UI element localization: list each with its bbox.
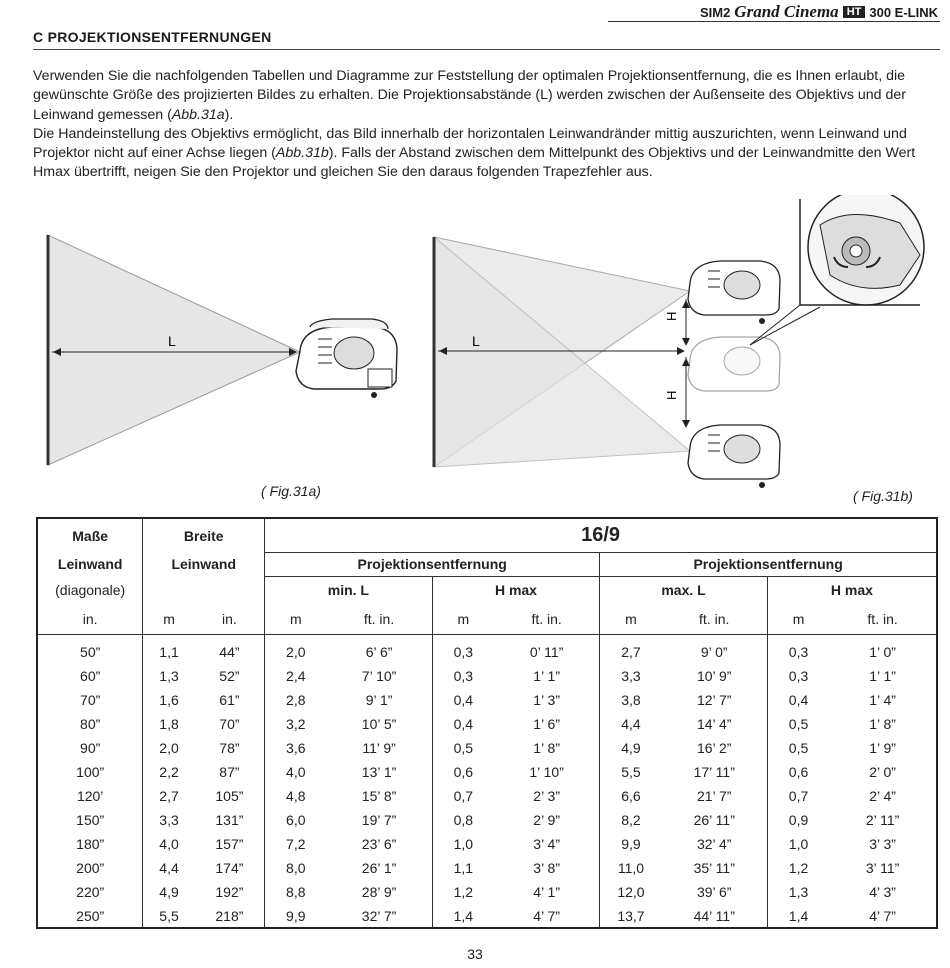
table-row (37, 784, 937, 808)
cell-hmax2-m: 0,7 (788, 788, 809, 804)
cell-max-l-ft-in: 44’ 11” (662, 904, 768, 928)
projection-distance-table (36, 517, 938, 929)
cell-max-l-ft-in: 17’ 11” (662, 760, 768, 784)
cell-min-l-m: 9,9 (265, 904, 327, 928)
cell-hmax1-m: 1,2 (453, 884, 474, 900)
cell-max-l-m: 4,9 (621, 740, 641, 756)
table-row (37, 808, 937, 832)
fig-ref-31a: Abb.31a (171, 106, 225, 123)
projector-top-icon (688, 261, 780, 324)
cell-diagonal-in: 80” (37, 712, 143, 736)
projector-middle-icon (688, 337, 780, 391)
fig-b-label-L: L (472, 333, 480, 349)
lens-shift-knob-inset-icon (808, 195, 924, 305)
aspect-ratio-title: 16/9 (265, 518, 937, 552)
cell-min-l-ft-in: 11’ 9” (326, 736, 432, 760)
cell-hmax1-ft-in: 4’ 7” (494, 904, 600, 928)
cell-max-l-m: 4,4 (621, 716, 641, 732)
cell-min-l-ft-in: 13’ 1” (326, 760, 432, 784)
cell-hmax1-ft-in: 1’ 10” (494, 760, 600, 784)
intro-text (33, 67, 939, 183)
unit-m: m (600, 604, 662, 634)
cell-hmax2-m: 1,3 (788, 884, 809, 900)
cell-max-l-m: 8,2 (621, 812, 641, 828)
cell-width-m: 1,6 (159, 692, 179, 708)
caption-fig-31a: ( Fig.31a) (261, 483, 321, 499)
cell-width-in: 192” (195, 880, 265, 904)
cell-hmax2-ft-in: 1’ 9” (829, 736, 937, 760)
table-row (37, 736, 937, 760)
cell-width-m: 4,9 (159, 884, 179, 900)
cell-hmax1-m: 1,0 (453, 836, 474, 852)
cell-width-m: 4,0 (159, 836, 179, 852)
cell-hmax2-m: 0,3 (788, 644, 809, 661)
projector-bottom-icon (688, 425, 780, 488)
section-title: C PROJEKTIONSENTFERNUNGEN (33, 29, 272, 45)
cell-diagonal-in: 120’ (37, 784, 143, 808)
col-header-masse: Maße (37, 518, 143, 552)
cell-min-l-ft-in: 28’ 9” (326, 880, 432, 904)
cell-diagonal-in: 100” (37, 760, 143, 784)
cell-hmax2-ft-in: 1’ 8” (829, 712, 937, 736)
cell-hmax2-m: 0,6 (788, 764, 809, 780)
cell-diagonal-in: 50” (37, 634, 143, 664)
cell-hmax1-ft-in: 4’ 1” (494, 880, 600, 904)
unit-in: in. (37, 604, 143, 634)
cell-max-l-m: 2,7 (621, 644, 641, 661)
cell-max-l-m: 5,5 (621, 764, 641, 780)
cell-hmax1-m: 0,3 (453, 668, 474, 684)
cell-width-m: 4,4 (159, 860, 179, 876)
cell-hmax1-m: 0,4 (453, 692, 474, 708)
cell-hmax2-ft-in: 4’ 7” (829, 904, 937, 928)
table-row (37, 712, 937, 736)
cell-hmax1-ft-in: 1’ 6” (494, 712, 600, 736)
cell-width-in: 157” (195, 832, 265, 856)
unit-in: in. (195, 604, 265, 634)
cell-hmax1-m: 0,8 (453, 812, 474, 828)
cell-max-l-m: 3,8 (621, 692, 641, 708)
cell-hmax2-m: 0,5 (788, 740, 809, 756)
fig-b-label-H-top: H (664, 311, 679, 321)
cell-min-l-m: 8,8 (286, 884, 306, 900)
col-header-leinwand-2: Leinwand (143, 552, 265, 576)
unit-ft-in: ft. in. (829, 604, 937, 634)
cell-width-m: 3,3 (159, 812, 179, 828)
table-row (37, 634, 937, 664)
cell-min-l-ft-in: 6’ 6” (326, 634, 432, 664)
cell-max-l-ft-in: 35’ 11” (662, 856, 768, 880)
figure-31b (420, 195, 940, 495)
table-header (37, 518, 937, 634)
unit-m: m (265, 604, 327, 634)
cell-hmax1-ft-in: 3’ 4” (494, 832, 600, 856)
col-header-leinwand-1: Leinwand (37, 552, 143, 576)
cell-hmax2-m: 1,2 (788, 860, 809, 876)
cell-diagonal-in: 60” (37, 664, 143, 688)
col-header-diagonale: (diagonale) (37, 576, 143, 604)
cell-hmax2-ft-in: 2’ 4” (829, 784, 937, 808)
cell-min-l-m: 8,0 (286, 860, 306, 876)
cell-min-l-m: 3,6 (286, 740, 306, 756)
cell-min-l-m: 2,4 (286, 668, 306, 684)
title-rule (33, 49, 940, 50)
cell-min-l-ft-in: 26’ 1” (326, 856, 432, 880)
cell-hmax2-m: 0,4 (788, 692, 809, 708)
cell-hmax2-m: 0,9 (788, 812, 809, 828)
cell-max-l-ft-in: 26’ 11” (662, 808, 768, 832)
cell-max-l-m: 12,0 (617, 884, 645, 900)
cell-max-l-ft-in: 9’ 0” (662, 634, 768, 664)
brand-sim: SIM2 (699, 4, 731, 20)
cell-hmax1-m: 0,6 (453, 764, 474, 780)
table-row (37, 880, 937, 904)
cell-hmax1-ft-in: 2’ 3” (494, 784, 600, 808)
cell-diagonal-in: 150” (37, 808, 143, 832)
cell-width-in: 78” (195, 736, 265, 760)
brand-ht-badge: HT (843, 6, 866, 18)
header-rule (608, 21, 940, 22)
cell-hmax1-m: 0,4 (453, 716, 474, 732)
cell-hmax2-ft-in: 1’ 1” (829, 664, 937, 688)
fig-a-label-L: L (168, 333, 176, 349)
cell-hmax2-m: 1,0 (788, 836, 809, 852)
col-header-projektionsentfernung-2: Projektionsentfernung (600, 552, 937, 576)
cell-max-l-m: 11,0 (617, 860, 645, 876)
intro-paragraph-1: Verwenden Sie die nachfolgenden Tabellen und Diagramme zur Feststellung der optimalen Projektionsentfernung, die es Ihnen erlaubt, die gewünschte Größe des projizierten Bildes zu erhalten. Die Projektionsabstände (L) werden zwischen der Außenseite des Objektivs und der Leinwand gemessen (Abb.31a). (33, 68, 906, 123)
cell-width-m: 5,5 (143, 904, 195, 928)
cell-width-m: 2,7 (159, 788, 179, 804)
cell-min-l-ft-in: 32’ 7” (326, 904, 432, 928)
cell-max-l-ft-in: 14’ 4” (662, 712, 768, 736)
unit-ft-in: ft. in. (494, 604, 600, 634)
cell-hmax2-ft-in: 3’ 11” (829, 856, 937, 880)
cell-hmax1-ft-in: 1’ 1” (494, 664, 600, 688)
cell-hmax2-ft-in: 1’ 0” (829, 634, 937, 664)
cell-diagonal-in: 200” (37, 856, 143, 880)
table-row (37, 760, 937, 784)
cell-diagonal-in: 250” (37, 904, 143, 928)
cell-width-in: 87” (195, 760, 265, 784)
unit-ft-in: ft. in. (662, 604, 768, 634)
cell-hmax1-ft-in: 0’ 11” (494, 634, 600, 664)
cell-max-l-ft-in: 21’ 7” (662, 784, 768, 808)
cell-hmax2-ft-in: 4’ 3” (829, 880, 937, 904)
cell-max-l-m: 13,7 (600, 904, 662, 928)
cell-hmax2-ft-in: 2’ 0” (829, 760, 937, 784)
table-row (37, 856, 937, 880)
cell-hmax1-m: 0,3 (453, 644, 474, 661)
col-header-max-l: max. L (600, 576, 768, 604)
cell-hmax1-ft-in: 1’ 8” (494, 736, 600, 760)
col-header-breite: Breite (143, 518, 265, 552)
cell-min-l-m: 6,0 (286, 812, 306, 828)
unit-m: m (143, 604, 195, 634)
cell-hmax2-m: 0,3 (788, 668, 809, 684)
cell-hmax1-ft-in: 2’ 9” (494, 808, 600, 832)
cell-min-l-ft-in: 15’ 8” (326, 784, 432, 808)
cell-width-m: 1,8 (159, 716, 179, 732)
cell-hmax1-m: 1,4 (432, 904, 494, 928)
cell-hmax1-m: 0,7 (453, 788, 474, 804)
cell-width-in: 218” (195, 904, 265, 928)
cell-min-l-m: 3,2 (286, 716, 306, 732)
cell-width-m: 2,2 (159, 764, 179, 780)
fig-ref-31b: Abb.31b (275, 145, 329, 162)
model-name: 300 E-LINK (869, 4, 938, 20)
cell-max-l-m: 3,3 (621, 668, 641, 684)
cell-hmax2-m: 1,4 (767, 904, 829, 928)
cell-hmax1-m: 0,5 (453, 740, 474, 756)
table-row (37, 904, 937, 928)
cell-max-l-ft-in: 32’ 4” (662, 832, 768, 856)
cell-width-in: 105” (195, 784, 265, 808)
cell-width-in: 52” (195, 664, 265, 688)
cell-max-l-ft-in: 16’ 2” (662, 736, 768, 760)
cell-min-l-m: 4,0 (286, 764, 306, 780)
cell-max-l-ft-in: 12’ 7” (662, 688, 768, 712)
cell-hmax1-ft-in: 3’ 8” (494, 856, 600, 880)
cell-width-m: 1,1 (159, 644, 179, 661)
page-number: 33 (467, 946, 483, 962)
cell-hmax1-m: 1,1 (453, 860, 474, 876)
cell-min-l-ft-in: 10’ 5” (326, 712, 432, 736)
cell-width-in: 174” (195, 856, 265, 880)
cell-min-l-m: 2,0 (286, 644, 306, 661)
col-header-hmax-2: H max (767, 576, 937, 604)
cell-width-in: 131” (195, 808, 265, 832)
cell-width-m: 1,3 (159, 668, 179, 684)
brand-header (700, 2, 938, 22)
fig-b-label-H-bottom: H (664, 390, 679, 400)
cell-min-l-m: 7,2 (286, 836, 306, 852)
unit-m: m (432, 604, 494, 634)
table-row (37, 832, 937, 856)
cell-min-l-ft-in: 7’ 10” (326, 664, 432, 688)
col-header-hmax-1: H max (432, 576, 600, 604)
caption-fig-31b: ( Fig.31b) (853, 488, 913, 504)
cell-hmax2-ft-in: 3’ 3” (829, 832, 937, 856)
cell-min-l-m: 4,8 (286, 788, 306, 804)
cell-width-in: 44” (195, 634, 265, 664)
projector-icon (296, 319, 397, 398)
figure-31a (0, 225, 420, 475)
cell-diagonal-in: 220” (37, 880, 143, 904)
cell-diagonal-in: 70” (37, 688, 143, 712)
cell-hmax2-ft-in: 1’ 4” (829, 688, 937, 712)
cell-min-l-m: 2,8 (286, 692, 306, 708)
cell-min-l-ft-in: 19’ 7” (326, 808, 432, 832)
unit-ft-in: ft. in. (326, 604, 432, 634)
cell-max-l-ft-in: 10’ 9” (662, 664, 768, 688)
table-row (37, 688, 937, 712)
cell-width-m: 2,0 (159, 740, 179, 756)
cell-hmax2-m: 0,5 (788, 716, 809, 732)
cell-diagonal-in: 90” (37, 736, 143, 760)
cell-min-l-ft-in: 23’ 6” (326, 832, 432, 856)
cell-hmax2-ft-in: 2’ 11” (829, 808, 937, 832)
table-row (37, 664, 937, 688)
cell-diagonal-in: 180” (37, 832, 143, 856)
cell-max-l-ft-in: 39’ 6” (662, 880, 768, 904)
brand-logo-script: Grand Cinema (734, 2, 839, 21)
table-body (37, 634, 937, 928)
cell-min-l-ft-in: 9’ 1” (326, 688, 432, 712)
intro-paragraph-2: Die Handeinstellung des Objektivs ermöglicht, das Bild innerhalb der horizontalen Leinwandränder mittig auszurichten, wenn Leinwand und Projektor nicht auf einer Achse liegen (Abb.31b). Falls der Abstand zwischen dem Mittelpunkt des Objektivs und der Leinwandmitte den Wert Hmax übertrifft, neigen Sie den Projektor und gleichen Sie den daraus folgenden Trapezfehler aus. (33, 125, 916, 181)
col-header-projektionsentfernung-1: Projektionsentfernung (265, 552, 600, 576)
cell-hmax1-ft-in: 1’ 3” (494, 688, 600, 712)
cell-max-l-m: 6,6 (621, 788, 641, 804)
cell-max-l-m: 9,9 (621, 836, 641, 852)
unit-m: m (767, 604, 829, 634)
col-header-min-l: min. L (265, 576, 433, 604)
cell-width-in: 70” (195, 712, 265, 736)
cell-width-in: 61” (195, 688, 265, 712)
